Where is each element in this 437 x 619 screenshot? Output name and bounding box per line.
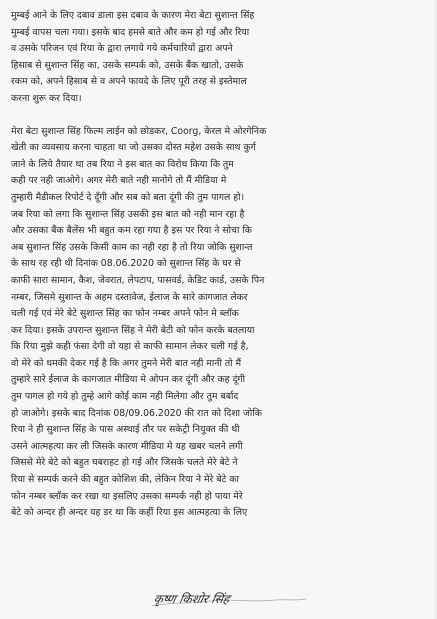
handwritten-signature (150, 588, 310, 612)
paragraph-1-line-3: व उसके परिजन एवं रिया के द्वारा लगाये गये कर्मचारियों द्वारा अपने (11, 43, 233, 55)
paragraph-2-line-9: के साथ रह रही थी दिनांक 08.06.2020 को सुशान्त सिंह के घर से (11, 258, 241, 270)
signature-text: कृष्ण किशोर सिंह (152, 592, 231, 606)
paragraph-2-line-23: फोन नम्बर ब्लॉक कर रखा था इसलिए उसका सम्पर्क नही हो पाया मेरे (11, 490, 243, 502)
paragraph-2-line-11: नम्बर, जिसमे सुशान्त के अहम दस्तावेज, ईलाज के सारे कागजात लेकर (11, 291, 248, 303)
paragraph-2-line-15: वो मेरे को धमकी देकर गई है कि अगर तुमने मेरी बात नही मानी तो मैं (11, 357, 242, 369)
paragraph-2-line-14: कि रिया मुझे कही फंसा देगी वो यहा से काफी सामान लेकर चली गई है, (11, 341, 249, 353)
paragraph-1-line-4: हिसाब से सुशान्त सिंह का, उसके सम्पर्क को, उसके बैंक खातो, उसके (11, 59, 244, 71)
paragraph-2-line-1: मेरा बेटा सुशान्त सिंह फिल्म लाईन को छोडकर, Coorg, केरल मे ओरगेनिक (11, 125, 267, 137)
paragraph-1-line-1: मुम्बई आने के लिए दबाव डाला इस दबाव के कारण मेरा बेटा सुशान्त सिंह (11, 10, 255, 21)
paragraph-2-line-13: कर दिया। इसके उपरान्त सुशान्त सिंह ने मेरी बेटी को फोन करके बतलाया (11, 324, 255, 336)
paragraph-2-line-19: रिया ने ही सुशान्त सिंह के पास अस्थाई तौर पर सकेट्री नियुक्त की थी (11, 424, 240, 436)
paragraph-2-line-4: कही पर नही जाओगे। अगर मेरी बाते नही मानोगे तो मैं मीडिया मे (11, 175, 227, 187)
paragraph-2-line-17: तुम पागल हो गये हो तुम्हे आगे कोई काम नही मिलेगा और तुम बर्बाद (11, 391, 239, 403)
paragraph-1 (11, 8, 429, 108)
paragraph-2-line-20: उसने आत्महत्या कर ली जिसके कारण मीडिया मे यह खबर चलने लगी (11, 440, 243, 452)
paragraph-1-line-6: करना शुरू कर दिया। (11, 92, 82, 104)
paragraph-2-line-18: हो जाओगे। इसके बाद दिनांक 08/09.06.2020 की रात को दिशा जोकि (11, 407, 262, 419)
paragraph-2-line-21: जिससे मेरे बेटे को बहुत घबराहट हो गई और जिसके चलते मेरे बेटे ने (11, 457, 238, 469)
paragraph-2 (11, 124, 429, 522)
paragraph-2-line-7: और उसका बैंक बैलेंस भी बहुत कम रहा गया है इस पर रिया ने सोचा कि (11, 225, 252, 237)
paragraph-2-line-8: अब सुशान्त सिंह उसके किसी काम का नही रहा है तो रिया जोकि सुशान्त (11, 241, 253, 253)
paragraph-2-line-16: तुम्हारे सारे ईलाज के कागजात मीडिया मे ओपन कर दूंगी और कह दूंगी (11, 374, 246, 386)
paragraph-2-line-24: बेटे को अन्दर ही अन्दर यह डर था कि कहीं रिया इस आत्महत्या के लिए (11, 507, 248, 519)
paragraph-gap (11, 108, 429, 124)
paragraph-2-line-6: जब रिया को लगा कि सुशान्त सिंह उसकी इस बात को नही मान रहा है (11, 208, 245, 220)
paragraph-1-line-5: रकम को, अपने हिसाब से व अपने फायदे के लिए पूरी तरह से इस्तेमाल (11, 76, 247, 88)
paragraph-2-line-10: काफी सारा सामान, कैश, जेवरात, लेपटाप, पासवर्ड, केडिट कार्ड, उसके पिन (11, 274, 265, 286)
paragraph-2-line-5: तुम्हारी मैडीकल रिपोर्ट दे दूँगी और सब को बता दूंगी की तुम पागल हो। (11, 191, 245, 203)
paragraph-1-line-2: मुम्बई वापस चला गया। इसके बाद हमसे बाते और कम हो गई और रिया (11, 26, 250, 38)
paragraph-2-line-2: खेती का व्यवसाय करना चाहता था जो उसका दोस्त महेश उसके साथ कुर्ग (11, 142, 256, 154)
paragraph-2-line-3: जाने के लिये तैयार था तब रिया ने इस बात का विरोध किया कि तुम (11, 158, 234, 170)
paragraph-2-line-22: रिया से सम्पर्क करने की बहुत कोशिश की, लेकिन रिया ने मेरे बेटे का (11, 474, 239, 486)
paragraph-2-line-12: चली गई एवं मेरे बेटे सुशान्त सिंह का फोन नम्बर अपने फोन मे ब्लॉक (11, 308, 239, 320)
